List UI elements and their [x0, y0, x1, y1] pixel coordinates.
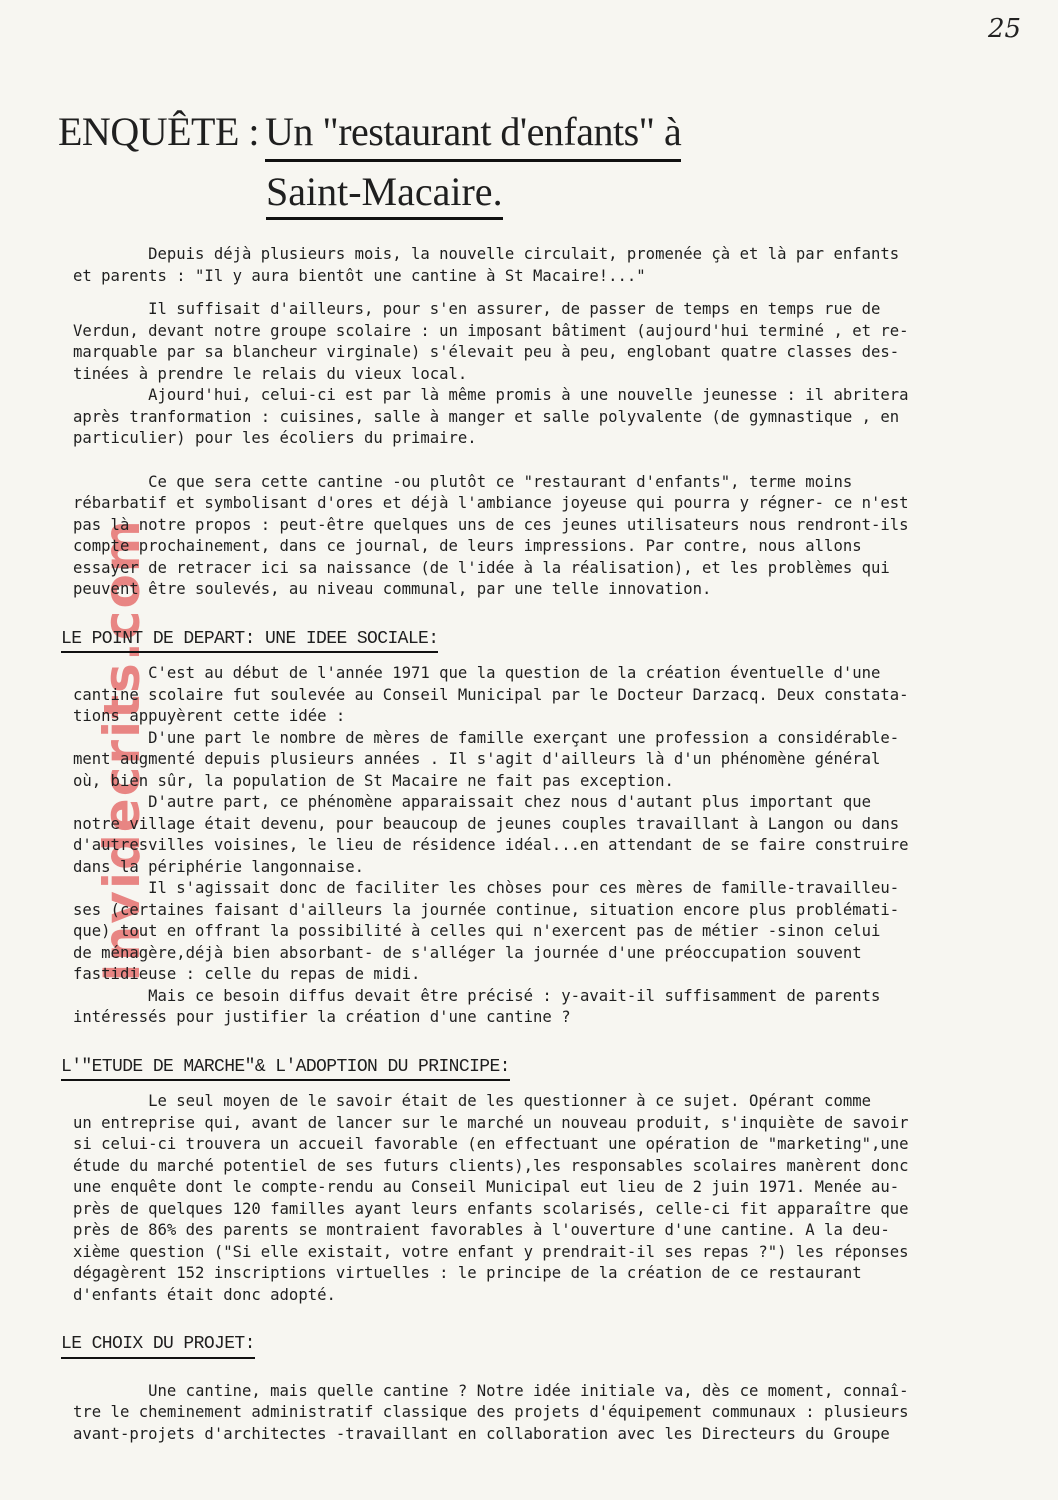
text-line: d'enfants était donc adopté.	[73, 1285, 336, 1304]
text-line: Il suffisait d'ailleurs, pour s'en assurer, de passer de temps en temps rue de	[73, 300, 881, 318]
text-line: Mais ce besoin diffus devait être précisé : y-avait-il suffisamment de parents	[73, 986, 881, 1005]
body-paragraph	[73, 878, 1028, 986]
text-line: dans la périphérie langonnaise.	[73, 857, 365, 876]
watermark-text: Invidecrits.com	[93, 518, 151, 982]
text-line: Le seul moyen de le savoir était de les questionner à ce sujet. Opérant comme	[73, 1092, 871, 1110]
intro-paragraph	[73, 385, 1028, 450]
text-line: près de quelques 120 familles ayant leurs enfants scolarisés, celle-ci fit apparaître que	[73, 1199, 909, 1218]
body-paragraph	[73, 663, 1028, 728]
text-line: ment augmenté depuis plusieurs années . Il s'agit d'ailleurs là d'un phénomène général	[73, 750, 881, 768]
text-line: étude du marché potentiel de ses futurs clients),les responsables scolaires manèrent donc	[73, 1156, 909, 1175]
text-line: essayer de retracer ici sa naissance (de l'idée à la réalisation), et les problèmes qui	[73, 558, 890, 577]
text-line: intéressés pour justifier la création d'une cantine ?	[73, 1008, 571, 1026]
section-heading: L'"ETUDE DE MARCHE"& L'ADOPTION DU PRINCIPE:	[61, 1057, 510, 1082]
text-line: rébarbatif et symbolisant d'ores et déjà l'ambiance joyeuse qui pourra y régner- ce n'est	[73, 494, 909, 512]
text-line: si celui-ci trouvera un accueil favorable (en effectuant une opération de "marketing",une	[73, 1135, 909, 1153]
text-line: tre le cheminement administratif classique des projets d'équipement communaux : plusieurs	[73, 1403, 909, 1421]
text-line: notre village était devenu, pour beaucoup de jeunes couples travaillant à Langon ou dans	[73, 814, 900, 833]
text-line: pas là notre propos : peut-être quelques uns de ces jeunes utilisateurs nous rendront-ils	[73, 515, 909, 534]
text-line: où, bien sûr, la population de St Macaire ne fait pas exception.	[73, 771, 674, 790]
text-line: D'autre part, ce phénomène apparaissait chez nous d'autant plus important que	[73, 793, 871, 811]
text-line: de ménagère,déjà bien absorbant- de s'alléger la journée d'une préoccupation souvent	[73, 943, 862, 962]
text-line: Il s'agissait donc de faciliter les chòses pour ces mères de famille-travailleu-	[73, 879, 900, 897]
text-line: avant-projets d'architectes -travaillant en collaboration avec les Directeurs du Groupe	[73, 1424, 890, 1443]
text-line: près de 86% des parents se montraient favorables à l'ouverture d'une cantine. A la deu-	[73, 1221, 890, 1239]
text-line: après tranformation : cuisines, salle à manger et salle polyvalente (de gymnastique , en	[73, 407, 900, 426]
body-paragraph	[73, 1381, 1028, 1446]
text-line: ses (certaines faisant d'ailleurs la journée continue, situation encore plus problémati-	[73, 900, 900, 919]
text-line: Ce que sera cette cantine -ou plutôt ce "restaurant d'enfants", terme moins	[73, 472, 853, 491]
text-line: Ajourd'hui, celui-ci est par là même promis à une nouvelle jeunesse : il abritera	[73, 386, 909, 404]
text-line: une enquête dont le compte-rendu au Conseil Municipal eut lieu de 2 juin 1971. Menée au-	[73, 1178, 900, 1196]
text-line: Depuis déjà plusieurs mois, la nouvelle circulait, promenée çà et là par enfants	[73, 245, 900, 263]
body-paragraph	[73, 792, 1028, 878]
text-line: un entreprise qui, avant de lancer sur le marché un nouveau produit, s'inquiète de savoir	[73, 1113, 909, 1132]
intro-paragraph	[73, 299, 1028, 385]
text-line: cantine scolaire fut soulevée au Conseil Municipal par le Docteur Darzacq. Deux constata-	[73, 685, 909, 704]
text-line: C'est au début de l'année 1971 que la question de la création éventuelle d'une	[73, 664, 881, 682]
page-number: 25	[988, 14, 1022, 44]
section-heading: LE POINT DE DEPART: UNE IDEE SOCIALE:	[61, 629, 438, 654]
text-line: marquable par sa blancheur virginale) s'élevait peu à peu, englobant quatre classes des-	[73, 343, 900, 361]
title-line-2: Saint-Macaire.	[266, 168, 503, 220]
title-line-1: Un "restaurant d'enfants" à	[265, 108, 681, 162]
text-line: compte prochainement, dans ce journal, de leurs impressions. Par contre, nous allons	[73, 537, 862, 555]
text-line: tinées à prendre le relais du vieux local.	[73, 364, 468, 383]
text-line: particulier) pour les écoliers du primaire.	[73, 429, 477, 447]
text-line: fastidieuse : celle du repas de midi.	[73, 965, 421, 983]
text-line: Une cantine, mais quelle cantine ? Notre idée initiale va, dès ce moment, connaî-	[73, 1381, 909, 1400]
body-paragraph	[73, 1091, 1028, 1306]
text-line: et parents : "Il y aura bientôt une cantine à St Macaire!..."	[73, 266, 646, 285]
text-line: que) tout en offrant la possibilité à celles qui n'exercent pas de métier -sinon celui	[73, 922, 881, 940]
text-line: D'une part le nombre de mères de famille exerçant une profession a considérable-	[73, 728, 900, 747]
intro-paragraph	[73, 244, 1028, 287]
text-line: xième question ("Si elle existait, votre enfant y prendrait-il ses repas ?") les réponses	[73, 1242, 909, 1261]
article-body	[61, 244, 1028, 1445]
text-line: Verdun, devant notre groupe scolaire : un imposant bâtiment (aujourd'hui terminé , et re-	[73, 321, 909, 340]
text-line: tions appuyèrent cette idée :	[73, 707, 346, 725]
intro-paragraph	[73, 472, 1028, 601]
section-heading: LE CHOIX DU PROJET:	[61, 1334, 255, 1359]
body-paragraph	[73, 986, 1028, 1029]
body-paragraph	[73, 728, 1028, 793]
article-title	[58, 108, 878, 220]
text-line: dégagèrent 152 inscriptions virtuelles : le principe de la création de ce restaurant	[73, 1264, 862, 1282]
title-prefix: ENQUÊTE :	[58, 109, 260, 154]
text-line: d'autresvilles voisines, le lieu de résidence idéal...en attendant de se faire construire	[73, 836, 909, 854]
text-line: peuvent être soulevés, au niveau communal, par une telle innovation.	[73, 580, 712, 598]
